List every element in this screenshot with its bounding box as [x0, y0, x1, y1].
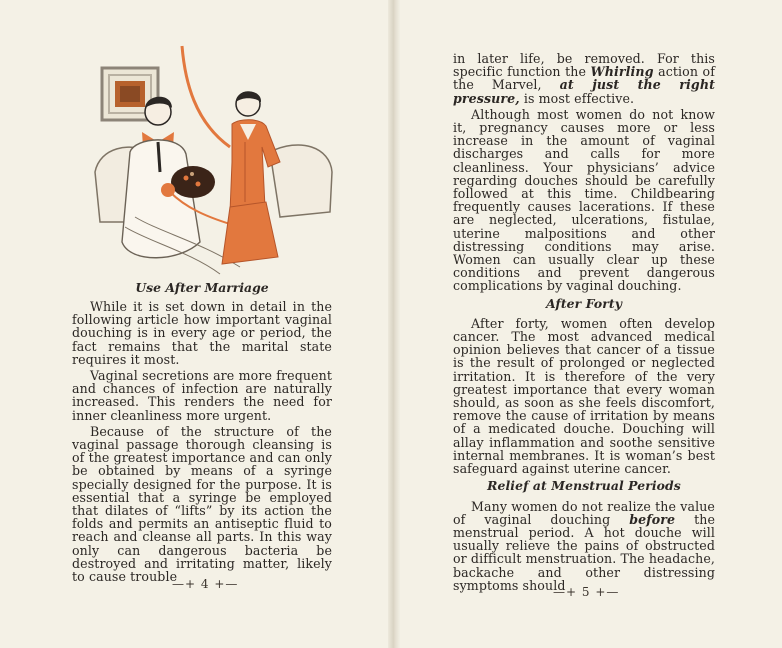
paragraph: Vaginal secretions are more frequent and chances of infection are naturally increased. This renders the need for inner cleanliness more urgent. [72, 368, 332, 423]
right-woman-skirt [222, 202, 278, 264]
paragraph: While it is set down in detail in the following article how important vaginal douching is in every age or period, the fact remains that the marital state requires it most. [72, 299, 332, 367]
two-women-illustration [90, 42, 340, 282]
heading-use-after-marriage: Use After Marriage [135, 280, 269, 295]
paragraph-continuation: in later life, be removed. For this specific function the Whirling action of the Marvel, at just the right pressure, is most effective. [453, 51, 715, 106]
heading-menstrual-periods: Relief at Menstrual Periods [487, 478, 681, 494]
paragraph: Although most women do not know it, pregnancy causes more or less increase in the amount of vaginal discharges and calls for more cleanliness. Your physicians’ advice regarding douches should be carefully followed at this time. Childbearing frequently causes lacerations. If these are neglected, ulcerations, fistulae, uterine malpositions and other distressing conditions may arise. Women can usually clear up these conditions and prevent dangerous complications by vaginal douching. [453, 106, 715, 294]
emphasis-pressure: at just the right pressure, [453, 77, 715, 106]
cushion [171, 166, 215, 198]
left-page [0, 0, 390, 648]
emphasis-before: before [629, 511, 676, 527]
right-body-text [453, 52, 715, 595]
page-number-5: —+ 5 +— [553, 585, 620, 599]
paragraph: Many women do not realize the value of vaginal douching before the menstrual period. A hot douche will usually relieve the pains of obstructed or difficult menstruation. The headache, backache and other distressing symptoms should [453, 498, 716, 593]
sofa-right [270, 145, 332, 217]
left-woman-dress [122, 140, 200, 258]
right-page [398, 0, 782, 648]
page-number-4: —+ 4 +— [172, 577, 239, 591]
emphasis-whirling: Whirling [590, 64, 654, 80]
left-body-text [72, 300, 332, 586]
paragraph: After forty, women often develop cancer. The most advanced medical opinion believes that cancer of a tissue is the result of prolonged or neglected irritation. It is therefore of the very greatest importance that every woman should, as soon as she feels discomfort, remove the cause of irritation by means of a medicated douche. Douching will allay inflammation and soothe sensitive internal membranes. It is woman’s best safeguard against uterine cancer. [453, 315, 715, 477]
paragraph: Because of the structure of the vaginal passage thorough cleansing is of the greatest importance and can only be obtained by means of a syringe specially designed for the purpose. It is essential that a syringe be employed that dilates of “lifts” by its action the folds and permits an antiseptic fluid to reach and cleanse all parts. In this way only can dangerous bacteria be destroyed and irritating matter, likely to cause trouble [72, 423, 332, 585]
lamp-curve [182, 46, 230, 147]
heading-after-forty: After Forty [545, 295, 623, 311]
